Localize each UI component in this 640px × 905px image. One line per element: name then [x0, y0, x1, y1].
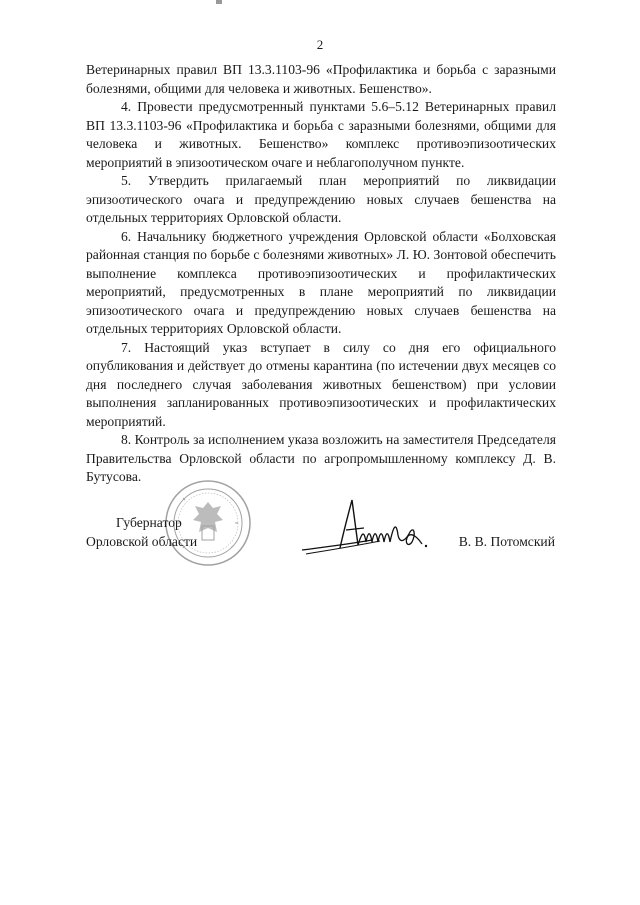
- paragraph-item-7: 7. Настоящий указ вступает в силу со дня его официального опубликования и действует до отмены карантина (по истечении двух месяцев со дня последнего случая заболевания животных бешенством) при условии выполнения запланированных противоэпизоотических и профилактических мероприятий.: [86, 339, 556, 429]
- signatory-name: В. В. Потомский: [458, 534, 555, 549]
- page-number: 2: [316, 37, 324, 52]
- paragraph-item-5: 5. Утвердить прилагаемый план мероприятий по ликвидации эпизоотического очага и предупреждению новых случаев бешенства на отдельных территориях Орловской области.: [86, 173, 556, 225]
- handwritten-signature: [300, 490, 440, 565]
- scan-artifact: [216, 0, 222, 4]
- paragraph-item-8: 8. Контроль за исполнением указа возложить на заместителя Председателя Правительства Орловской области по агропромышленному комплексу Д. В. Бутусова.: [86, 432, 556, 484]
- signatory-title-line1: Губернатор: [116, 515, 182, 530]
- signatory-title-line2: Орловской области: [86, 533, 198, 549]
- paragraph-item-4: 4. Провести предусмотренный пунктами 5.6–5.12 Ветеринарных правил ВП 13.3.1103-96 «Профилактика и борьба с заразными болезнями, общими для человека и животных. Бешенство» комплекс противоэпизоотических мероприятий в эпизоотическом очаге и неблагополучном пункте.: [86, 99, 556, 170]
- paragraph-continuation: Ветеринарных правил ВП 13.3.1103-96 «Профилактика и борьба с заразными болезнями, общими для человека и животных. Бешенство».: [86, 62, 556, 96]
- document-body: [86, 61, 556, 487]
- paragraph-item-6: 6. Начальнику бюджетного учреждения Орловской области «Болховская районная станция по борьбе с болезнями животных» Л. Ю. Зонтовой обеспечить выполнение комплекса противоэпизоотических и профилактических мероприятий, предусмотренных в плане мероприятий по ликвидации эпизоотического очага и предупреждению новых случаев бешенства на отдельных территориях Орловской области.: [86, 228, 556, 336]
- signatory-title: [86, 514, 197, 551]
